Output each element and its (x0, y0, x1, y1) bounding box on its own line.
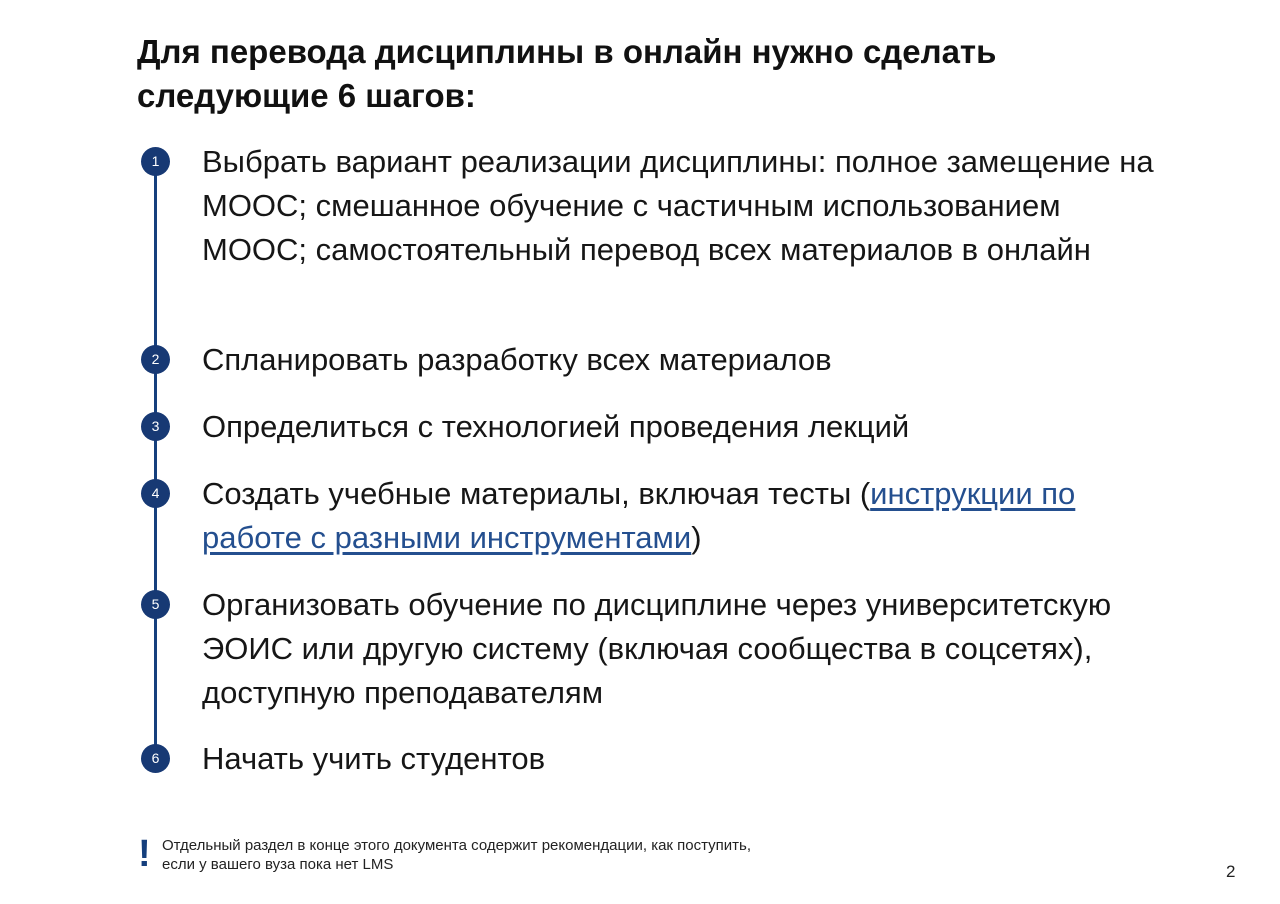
step-number-badge: 6 (141, 744, 170, 773)
step-number-badge: 2 (141, 345, 170, 374)
instructions-link[interactable]: инструкции по работе с разными инструментами (202, 476, 1076, 555)
step-text: Определиться с технологией проведения лекций (202, 409, 910, 444)
step-text-before: Создать учебные материалы, включая тесты ( (202, 476, 871, 511)
exclamation-icon: ! (138, 833, 151, 875)
step-number-badge: 5 (141, 590, 170, 619)
step-text: Организовать обучение по дисциплине через университетскую ЭОИС или другую систему (включая сообщества в соцсетях), доступную преподавателям (202, 587, 1112, 710)
page-number: 2 (1226, 862, 1236, 881)
footnote: Отдельный раздел в конце этого документа содержит рекомендации, как поступить, если у вашего вуза пока нет LMS (162, 837, 752, 873)
page-title: Для перевода дисциплины в онлайн нужно сделать следующие 6 шагов: (137, 33, 997, 114)
step-text: Начать учить студентов (202, 741, 546, 776)
step-number-badge: 4 (141, 479, 170, 508)
step-text: Спланировать разработку всех материалов (202, 342, 832, 377)
step-text: Выбрать вариант реализации дисциплины: полное замещение на МООС; смешанное обучение с частичным использованием МООС; самостоятельный перевод всех материалов в онлайн (202, 144, 1154, 267)
step-text (202, 472, 1172, 560)
step-text-after: ) (691, 520, 702, 555)
step-number-badge: 1 (141, 147, 170, 176)
step-number-badge: 3 (141, 412, 170, 441)
timeline-line (154, 160, 157, 758)
